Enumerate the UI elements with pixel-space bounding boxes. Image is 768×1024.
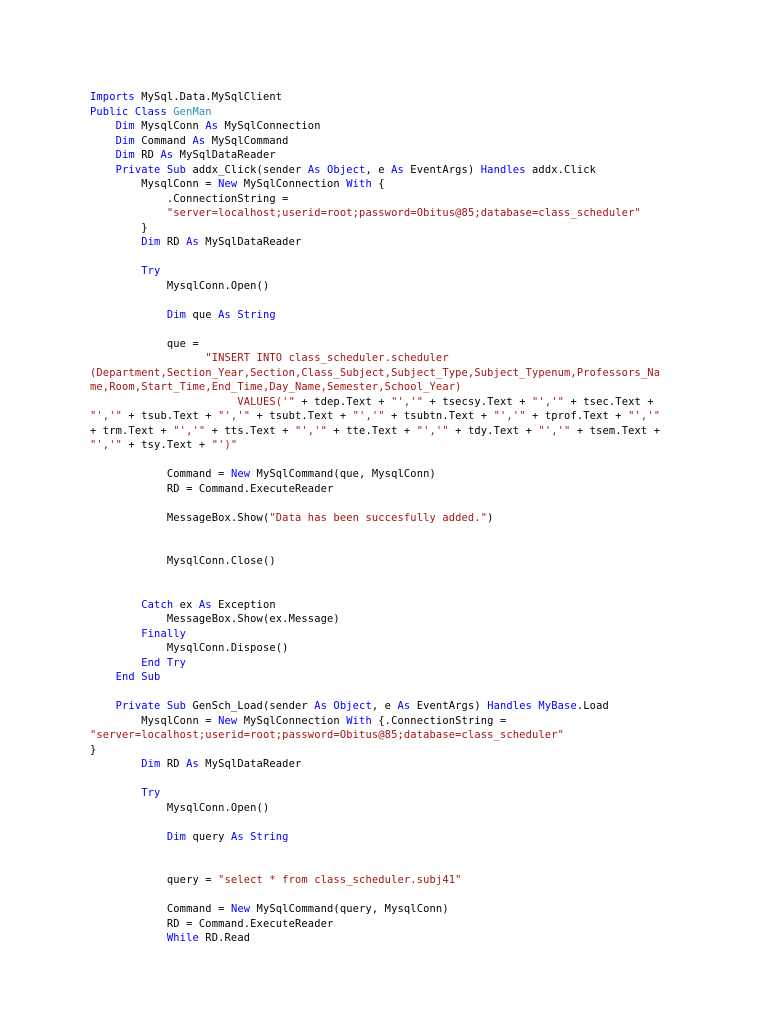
code-string: "Data has been succesfully added." [269, 511, 488, 524]
code-keyword: As [192, 134, 206, 147]
code-line [90, 308, 660, 323]
code-line [90, 569, 660, 584]
code-string: "server=localhost;userid=root;password=Obitus@85;database=class_scheduler" [90, 729, 565, 741]
code-text: + tsy.Text + [122, 439, 212, 451]
code-text: MysqlConn = [90, 178, 219, 190]
code-text: + tsubtn.Text + [384, 410, 494, 422]
code-text: ex [173, 598, 199, 611]
code-text: Command = [90, 903, 231, 915]
code-string: "','" [352, 410, 385, 422]
code-line [90, 221, 660, 236]
code-line [90, 467, 660, 482]
code-text: MySqlDataReader [198, 758, 302, 770]
code-line [90, 699, 660, 714]
code-text: RD.Read [198, 932, 251, 944]
code-text: + tts.Text + [205, 424, 295, 437]
code-line [90, 395, 660, 410]
code-text: , e [371, 700, 398, 712]
code-line [90, 873, 660, 888]
code-keyword: Handles MyBase [487, 700, 577, 712]
code-line [90, 902, 660, 917]
code-line [90, 714, 660, 729]
code-text: Command [134, 134, 193, 147]
code-text: .Load [576, 700, 609, 712]
code-text: + tsec.Text + [564, 395, 654, 408]
code-string: "','" [295, 424, 328, 437]
code-text: MySql.Data.MySqlClient [134, 91, 283, 103]
code-string: me,Room,Start_Time,End_Time,Day_Name,Semester,School_Year) [90, 381, 462, 393]
code-line [90, 119, 660, 134]
code-text [90, 164, 116, 176]
code-line [90, 409, 660, 424]
code-line [90, 134, 660, 149]
code-line [90, 496, 660, 511]
code-line [90, 105, 660, 120]
code-line [90, 743, 660, 758]
code-keyword: New [218, 178, 238, 190]
code-text [90, 932, 167, 944]
code-line [90, 177, 660, 192]
code-line [90, 917, 660, 932]
code-text: RD [160, 236, 187, 248]
code-keyword: Private Sub [115, 163, 187, 176]
code-text: addx.Click [525, 163, 597, 176]
code-text: EventArgs) [403, 163, 481, 176]
code-line [90, 641, 660, 656]
code-line [90, 322, 660, 337]
code-keyword: New [230, 468, 251, 480]
code-text [90, 628, 141, 640]
code-line [90, 830, 660, 845]
code-text [90, 309, 167, 321]
code-string: "','" [90, 410, 123, 422]
code-text: , e [365, 163, 392, 176]
code-line [90, 670, 660, 685]
code-text: MysqlConn = [90, 714, 219, 727]
code-string: "','" [416, 424, 449, 437]
code-line [90, 438, 660, 453]
code-keyword: Catch [141, 598, 174, 611]
code-text [90, 700, 116, 712]
code-keyword: Try [141, 787, 161, 799]
code-keyword: New [230, 903, 251, 915]
code-keyword: Dim [141, 758, 161, 770]
code-keyword: Dim [166, 308, 187, 321]
code-text: {.ConnectionString = [371, 714, 507, 727]
code-text: + tsub.Text + [122, 410, 219, 422]
code-text [90, 120, 116, 132]
code-text: MySqlConnection [237, 178, 347, 190]
code-string: "','" [218, 410, 251, 422]
code-keyword: Finally [141, 627, 187, 640]
code-text: MysqlConn.Open() [90, 279, 270, 292]
code-string: VALUES('" [90, 395, 295, 408]
code-string: "','" [173, 424, 206, 437]
code-text: + tsem.Text + [570, 424, 661, 437]
code-text: RD [160, 758, 187, 770]
code-text: Command = [90, 468, 231, 480]
code-string: "','" [391, 395, 424, 408]
code-text: MySqlConnection [237, 714, 347, 727]
code-line [90, 453, 660, 468]
code-text [90, 599, 141, 611]
code-line [90, 931, 660, 946]
code-line [90, 424, 660, 439]
code-line [90, 627, 660, 642]
code-string: "','" [90, 439, 123, 451]
code-text [90, 265, 141, 277]
code-text: query = [90, 874, 219, 886]
code-line [90, 583, 660, 598]
code-text: addx_Click(sender [186, 163, 308, 176]
code-text: ) [487, 511, 494, 524]
code-keyword: Private Sub [115, 700, 187, 712]
code-line [90, 250, 660, 265]
code-line [90, 801, 660, 816]
code-text: MessageBox.Show( [90, 511, 270, 524]
code-keyword: With [346, 178, 372, 190]
code-text [90, 787, 141, 799]
code-line [90, 772, 660, 787]
code-text: { [371, 178, 385, 190]
code-line [90, 264, 660, 279]
code-string: "','" [538, 424, 571, 437]
code-keyword: Try [141, 265, 161, 277]
code-text: } [90, 221, 148, 234]
code-text: query [186, 830, 231, 843]
code-text: MysqlConn.Close() [90, 555, 276, 567]
code-keyword: Imports [90, 91, 135, 103]
code-text: + tdy.Text + [448, 424, 539, 437]
code-string: "select * from class_scheduler.subj41" [218, 874, 462, 886]
code-line [90, 888, 660, 903]
code-line [90, 206, 660, 221]
code-line [90, 511, 660, 526]
code-keyword: As [160, 149, 174, 161]
code-line [90, 685, 660, 700]
code-line [90, 293, 660, 308]
code-string: "','" [493, 410, 526, 422]
code-text [90, 207, 167, 219]
code-text [90, 758, 141, 770]
code-text [90, 831, 167, 843]
code-text: que = [90, 337, 199, 350]
code-text: MysqlConn.Open() [90, 801, 270, 814]
code-text: + trm.Text + [90, 424, 174, 437]
code-text: MySqlDataReader [198, 236, 302, 248]
code-line [90, 337, 660, 352]
code-keyword: Handles [480, 163, 526, 176]
code-line [90, 554, 660, 569]
code-line [90, 380, 660, 395]
code-text: + tsubt.Text + [250, 410, 353, 422]
code-line [90, 815, 660, 830]
code-string: "')" [211, 439, 238, 451]
code-text: MySqlCommand(que, MysqlConn) [250, 468, 436, 480]
code-string: "server=localhost;userid=root;password=Obitus@85;database=class_scheduler" [166, 207, 641, 219]
code-keyword: Dim [166, 830, 187, 843]
code-keyword: As String [218, 308, 276, 321]
code-line [90, 786, 660, 801]
code-line [90, 859, 660, 874]
code-string: (Department,Section_Year,Section,Class_Subject,Subject_Type,Subject_Typenum,Professors_Na [90, 366, 661, 379]
code-keyword: Dim [115, 149, 135, 161]
code-keyword: Dim [115, 120, 135, 132]
code-keyword: As Object [314, 700, 372, 712]
code-line [90, 148, 660, 163]
code-text: MySqlCommand(query, MysqlConn) [250, 903, 449, 915]
code-string: "','" [532, 395, 565, 408]
code-text: + tsecsy.Text + [423, 395, 533, 408]
code-line [90, 163, 660, 178]
code-text [90, 149, 116, 161]
code-text: + tdep.Text + [294, 395, 392, 408]
code-keyword: New [218, 714, 238, 727]
code-keyword: Dim [141, 236, 161, 248]
code-line [90, 757, 660, 772]
code-type-name: GenMan [173, 105, 212, 118]
code-keyword: While [166, 932, 199, 944]
code-text: MysqlConn [134, 120, 206, 132]
code-line [90, 612, 660, 627]
code-listing [90, 90, 660, 946]
code-text: RD [134, 149, 161, 161]
code-text: + tte.Text + [327, 424, 417, 437]
code-text [90, 657, 141, 669]
code-string: "','" [628, 410, 661, 422]
code-keyword: As String [230, 830, 289, 843]
code-line [90, 656, 660, 671]
code-line [90, 192, 660, 207]
code-line [90, 235, 660, 250]
code-line [90, 90, 660, 105]
code-line [90, 525, 660, 540]
code-text: + tprof.Text + [525, 410, 629, 422]
code-text: .ConnectionString = [90, 192, 289, 205]
code-text: EventArgs) [410, 700, 488, 712]
code-line [90, 279, 660, 294]
code-line [90, 482, 660, 497]
code-string: "INSERT INTO class_scheduler.scheduler [205, 352, 449, 364]
code-text: Exception [211, 598, 276, 611]
code-text: MySqlDataReader [173, 149, 276, 161]
code-text: RD = Command.ExecuteReader [90, 482, 334, 495]
code-line [90, 598, 660, 613]
code-text: GenSch_Load(sender [186, 700, 315, 712]
code-keyword: As [205, 120, 219, 132]
code-line [90, 844, 660, 859]
code-keyword: As [186, 758, 199, 770]
code-keyword: As Object [307, 163, 366, 176]
code-text: MySqlCommand [205, 134, 289, 147]
code-keyword: As [391, 163, 404, 176]
code-keyword: End Try [141, 656, 187, 669]
code-text [90, 352, 205, 364]
code-keyword: As [186, 236, 199, 248]
code-text: } [90, 743, 97, 756]
code-line [90, 351, 660, 366]
code-line [90, 540, 660, 555]
code-keyword: With [346, 714, 372, 727]
code-text [90, 236, 141, 248]
code-text [90, 671, 116, 683]
code-keyword: End Sub [115, 671, 161, 683]
code-line [90, 366, 660, 381]
code-text: MessageBox.Show(ex.Message) [90, 613, 340, 625]
code-keyword: As [198, 598, 212, 611]
code-text: MysqlConn.Dispose() [90, 642, 289, 654]
code-text: que [186, 308, 219, 321]
code-keyword: As [397, 700, 411, 712]
code-text: RD = Command.ExecuteReader [90, 917, 334, 930]
code-keyword: Dim [115, 134, 135, 147]
code-text [90, 135, 116, 147]
code-keyword: Public Class [90, 105, 167, 118]
code-line [90, 728, 660, 743]
code-text: MySqlConnection [218, 120, 321, 132]
